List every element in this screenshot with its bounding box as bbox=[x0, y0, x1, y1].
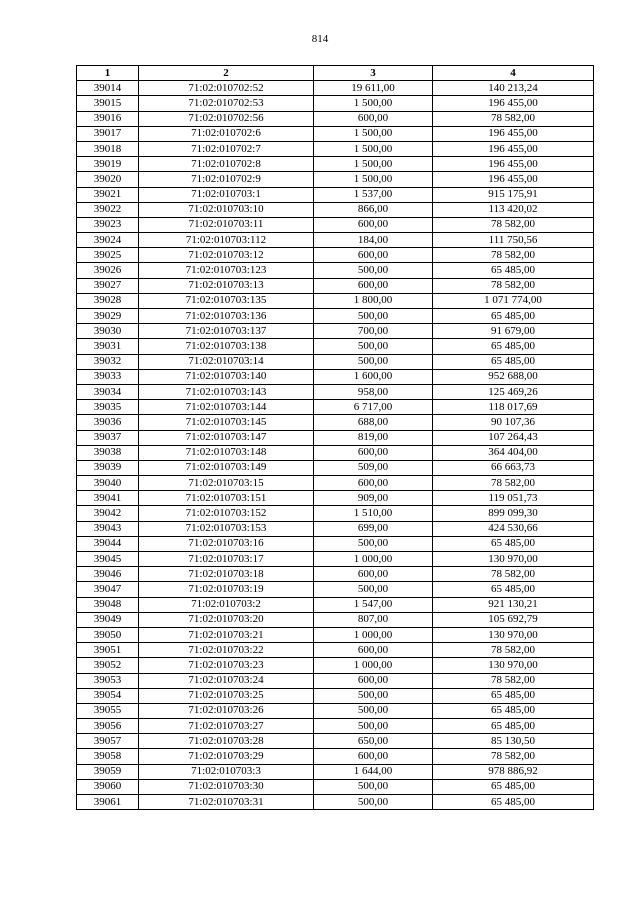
area-cell: 1 500,00 bbox=[314, 126, 433, 141]
area-cell: 600,00 bbox=[314, 643, 433, 658]
cadastral-number-cell: 71:02:010703:26 bbox=[139, 703, 314, 718]
table-row bbox=[77, 339, 594, 354]
table-row bbox=[77, 324, 594, 339]
row-number-cell: 39017 bbox=[77, 126, 139, 141]
area-cell: 1 500,00 bbox=[314, 141, 433, 156]
column-header-4: 4 bbox=[433, 66, 594, 81]
cadastral-table bbox=[76, 65, 594, 810]
row-number-cell: 39047 bbox=[77, 582, 139, 597]
table-row bbox=[77, 126, 594, 141]
table-row bbox=[77, 384, 594, 399]
row-number-cell: 39054 bbox=[77, 688, 139, 703]
table-row bbox=[77, 172, 594, 187]
value-cell: 196 455,00 bbox=[433, 157, 594, 172]
cadastral-number-cell: 71:02:010703:11 bbox=[139, 217, 314, 232]
row-number-cell: 39041 bbox=[77, 491, 139, 506]
cadastral-number-cell: 71:02:010702:8 bbox=[139, 157, 314, 172]
area-cell: 1 644,00 bbox=[314, 764, 433, 779]
cadastral-number-cell: 71:02:010703:135 bbox=[139, 293, 314, 308]
table-row bbox=[77, 658, 594, 673]
value-cell: 78 582,00 bbox=[433, 673, 594, 688]
value-cell: 65 485,00 bbox=[433, 688, 594, 703]
cadastral-number-cell: 71:02:010703:23 bbox=[139, 658, 314, 673]
row-number-cell: 39038 bbox=[77, 445, 139, 460]
value-cell: 65 485,00 bbox=[433, 703, 594, 718]
cadastral-number-cell: 71:02:010702:9 bbox=[139, 172, 314, 187]
row-number-cell: 39059 bbox=[77, 764, 139, 779]
area-cell: 600,00 bbox=[314, 476, 433, 491]
cadastral-number-cell: 71:02:010703:137 bbox=[139, 324, 314, 339]
value-cell: 65 485,00 bbox=[433, 582, 594, 597]
cadastral-number-cell: 71:02:010703:25 bbox=[139, 688, 314, 703]
row-number-cell: 39056 bbox=[77, 719, 139, 734]
value-cell: 78 582,00 bbox=[433, 567, 594, 582]
row-number-cell: 39015 bbox=[77, 96, 139, 111]
area-cell: 1 537,00 bbox=[314, 187, 433, 202]
row-number-cell: 39040 bbox=[77, 476, 139, 491]
cadastral-number-cell: 71:02:010703:144 bbox=[139, 400, 314, 415]
area-cell: 600,00 bbox=[314, 278, 433, 293]
value-cell: 196 455,00 bbox=[433, 96, 594, 111]
value-cell: 66 663,73 bbox=[433, 460, 594, 475]
cadastral-number-cell: 71:02:010703:29 bbox=[139, 749, 314, 764]
area-cell: 600,00 bbox=[314, 567, 433, 582]
area-cell: 1 500,00 bbox=[314, 157, 433, 172]
area-cell: 500,00 bbox=[314, 582, 433, 597]
row-number-cell: 39030 bbox=[77, 324, 139, 339]
area-cell: 19 611,00 bbox=[314, 81, 433, 96]
value-cell: 915 175,91 bbox=[433, 187, 594, 202]
table-row bbox=[77, 278, 594, 293]
value-cell: 364 404,00 bbox=[433, 445, 594, 460]
row-number-cell: 39037 bbox=[77, 430, 139, 445]
area-cell: 500,00 bbox=[314, 795, 433, 810]
value-cell: 140 213,24 bbox=[433, 81, 594, 96]
column-header-3: 3 bbox=[314, 66, 433, 81]
area-cell: 500,00 bbox=[314, 779, 433, 794]
row-number-cell: 39053 bbox=[77, 673, 139, 688]
table-row bbox=[77, 233, 594, 248]
value-cell: 196 455,00 bbox=[433, 172, 594, 187]
row-number-cell: 39034 bbox=[77, 384, 139, 399]
value-cell: 91 679,00 bbox=[433, 324, 594, 339]
area-cell: 650,00 bbox=[314, 734, 433, 749]
area-cell: 1 800,00 bbox=[314, 293, 433, 308]
row-number-cell: 39033 bbox=[77, 369, 139, 384]
table-row bbox=[77, 506, 594, 521]
area-cell: 866,00 bbox=[314, 202, 433, 217]
cadastral-number-cell: 71:02:010702:6 bbox=[139, 126, 314, 141]
area-cell: 909,00 bbox=[314, 491, 433, 506]
area-cell: 600,00 bbox=[314, 749, 433, 764]
area-cell: 500,00 bbox=[314, 719, 433, 734]
value-cell: 921 130,21 bbox=[433, 597, 594, 612]
row-number-cell: 39029 bbox=[77, 309, 139, 324]
table-row bbox=[77, 217, 594, 232]
row-number-cell: 39016 bbox=[77, 111, 139, 126]
row-number-cell: 39051 bbox=[77, 643, 139, 658]
table-row bbox=[77, 552, 594, 567]
area-cell: 600,00 bbox=[314, 217, 433, 232]
table-row bbox=[77, 612, 594, 627]
area-cell: 500,00 bbox=[314, 536, 433, 551]
area-cell: 500,00 bbox=[314, 688, 433, 703]
value-cell: 130 970,00 bbox=[433, 552, 594, 567]
table-row bbox=[77, 734, 594, 749]
page-number: 814 bbox=[311, 33, 329, 45]
value-cell: 65 485,00 bbox=[433, 354, 594, 369]
value-cell: 78 582,00 bbox=[433, 476, 594, 491]
table-row bbox=[77, 491, 594, 506]
table-row bbox=[77, 81, 594, 96]
cadastral-number-cell: 71:02:010703:16 bbox=[139, 536, 314, 551]
row-number-cell: 39019 bbox=[77, 157, 139, 172]
table-row bbox=[77, 263, 594, 278]
cadastral-number-cell: 71:02:010703:149 bbox=[139, 460, 314, 475]
cadastral-number-cell: 71:02:010703:24 bbox=[139, 673, 314, 688]
table-header bbox=[77, 66, 594, 81]
value-cell: 65 485,00 bbox=[433, 309, 594, 324]
row-number-cell: 39026 bbox=[77, 263, 139, 278]
value-cell: 65 485,00 bbox=[433, 779, 594, 794]
area-cell: 1 500,00 bbox=[314, 96, 433, 111]
value-cell: 196 455,00 bbox=[433, 126, 594, 141]
table-row bbox=[77, 779, 594, 794]
area-cell: 699,00 bbox=[314, 521, 433, 536]
row-number-cell: 39025 bbox=[77, 248, 139, 263]
cadastral-number-cell: 71:02:010703:151 bbox=[139, 491, 314, 506]
value-cell: 125 469,26 bbox=[433, 384, 594, 399]
table-row bbox=[77, 248, 594, 263]
value-cell: 113 420,02 bbox=[433, 202, 594, 217]
value-cell: 78 582,00 bbox=[433, 217, 594, 232]
row-number-cell: 39022 bbox=[77, 202, 139, 217]
table-row bbox=[77, 157, 594, 172]
area-cell: 500,00 bbox=[314, 354, 433, 369]
cadastral-number-cell: 71:02:010703:14 bbox=[139, 354, 314, 369]
cadastral-number-cell: 71:02:010703:112 bbox=[139, 233, 314, 248]
table-row bbox=[77, 187, 594, 202]
value-cell: 118 017,69 bbox=[433, 400, 594, 415]
row-number-cell: 39046 bbox=[77, 567, 139, 582]
row-number-cell: 39036 bbox=[77, 415, 139, 430]
cadastral-number-cell: 71:02:010703:143 bbox=[139, 384, 314, 399]
value-cell: 65 485,00 bbox=[433, 339, 594, 354]
area-cell: 958,00 bbox=[314, 384, 433, 399]
table-row bbox=[77, 749, 594, 764]
area-cell: 6 717,00 bbox=[314, 400, 433, 415]
value-cell: 85 130,50 bbox=[433, 734, 594, 749]
cadastral-number-cell: 71:02:010703:10 bbox=[139, 202, 314, 217]
value-cell: 107 264,43 bbox=[433, 430, 594, 445]
area-cell: 1 547,00 bbox=[314, 597, 433, 612]
area-cell: 184,00 bbox=[314, 233, 433, 248]
cadastral-number-cell: 71:02:010703:138 bbox=[139, 339, 314, 354]
value-cell: 899 099,30 bbox=[433, 506, 594, 521]
row-number-cell: 39031 bbox=[77, 339, 139, 354]
area-cell: 807,00 bbox=[314, 612, 433, 627]
table-row bbox=[77, 536, 594, 551]
table-body bbox=[77, 81, 594, 810]
area-cell: 1 500,00 bbox=[314, 172, 433, 187]
area-cell: 1 000,00 bbox=[314, 627, 433, 642]
row-number-cell: 39049 bbox=[77, 612, 139, 627]
area-cell: 500,00 bbox=[314, 263, 433, 278]
cadastral-number-cell: 71:02:010703:123 bbox=[139, 263, 314, 278]
area-cell: 819,00 bbox=[314, 430, 433, 445]
table-row bbox=[77, 673, 594, 688]
header-row bbox=[77, 66, 594, 81]
area-cell: 688,00 bbox=[314, 415, 433, 430]
area-cell: 1 510,00 bbox=[314, 506, 433, 521]
value-cell: 978 886,92 bbox=[433, 764, 594, 779]
table-row bbox=[77, 582, 594, 597]
table-row bbox=[77, 795, 594, 810]
row-number-cell: 39042 bbox=[77, 506, 139, 521]
table-row bbox=[77, 445, 594, 460]
cadastral-number-cell: 71:02:010702:56 bbox=[139, 111, 314, 126]
row-number-cell: 39032 bbox=[77, 354, 139, 369]
row-number-cell: 39021 bbox=[77, 187, 139, 202]
value-cell: 65 485,00 bbox=[433, 536, 594, 551]
table-row bbox=[77, 415, 594, 430]
table-row bbox=[77, 476, 594, 491]
cadastral-number-cell: 71:02:010703:18 bbox=[139, 567, 314, 582]
row-number-cell: 39045 bbox=[77, 552, 139, 567]
cadastral-number-cell: 71:02:010703:153 bbox=[139, 521, 314, 536]
cadastral-number-cell: 71:02:010703:21 bbox=[139, 627, 314, 642]
cadastral-number-cell: 71:02:010703:136 bbox=[139, 309, 314, 324]
table-row bbox=[77, 369, 594, 384]
area-cell: 500,00 bbox=[314, 309, 433, 324]
row-number-cell: 39060 bbox=[77, 779, 139, 794]
value-cell: 90 107,36 bbox=[433, 415, 594, 430]
table-row bbox=[77, 111, 594, 126]
value-cell: 119 051,73 bbox=[433, 491, 594, 506]
table-row bbox=[77, 567, 594, 582]
cadastral-number-cell: 71:02:010702:53 bbox=[139, 96, 314, 111]
row-number-cell: 39044 bbox=[77, 536, 139, 551]
value-cell: 111 750,56 bbox=[433, 233, 594, 248]
row-number-cell: 39058 bbox=[77, 749, 139, 764]
value-cell: 78 582,00 bbox=[433, 111, 594, 126]
row-number-cell: 39035 bbox=[77, 400, 139, 415]
value-cell: 78 582,00 bbox=[433, 643, 594, 658]
cadastral-number-cell: 71:02:010703:17 bbox=[139, 552, 314, 567]
row-number-cell: 39048 bbox=[77, 597, 139, 612]
row-number-cell: 39027 bbox=[77, 278, 139, 293]
cadastral-number-cell: 71:02:010703:19 bbox=[139, 582, 314, 597]
row-number-cell: 39050 bbox=[77, 627, 139, 642]
row-number-cell: 39028 bbox=[77, 293, 139, 308]
cadastral-number-cell: 71:02:010703:152 bbox=[139, 506, 314, 521]
cadastral-number-cell: 71:02:010703:2 bbox=[139, 597, 314, 612]
value-cell: 130 970,00 bbox=[433, 658, 594, 673]
table-row bbox=[77, 719, 594, 734]
area-cell: 509,00 bbox=[314, 460, 433, 475]
table-row bbox=[77, 597, 594, 612]
table-row bbox=[77, 354, 594, 369]
table-row bbox=[77, 627, 594, 642]
area-cell: 700,00 bbox=[314, 324, 433, 339]
row-number-cell: 39024 bbox=[77, 233, 139, 248]
value-cell: 130 970,00 bbox=[433, 627, 594, 642]
cadastral-number-cell: 71:02:010703:148 bbox=[139, 445, 314, 460]
row-number-cell: 39057 bbox=[77, 734, 139, 749]
table-row bbox=[77, 764, 594, 779]
table-row bbox=[77, 460, 594, 475]
cadastral-number-cell: 71:02:010703:30 bbox=[139, 779, 314, 794]
cadastral-number-cell: 71:02:010703:13 bbox=[139, 278, 314, 293]
value-cell: 65 485,00 bbox=[433, 719, 594, 734]
cadastral-number-cell: 71:02:010703:28 bbox=[139, 734, 314, 749]
column-header-1: 1 bbox=[77, 66, 139, 81]
table-row bbox=[77, 521, 594, 536]
cadastral-number-cell: 71:02:010703:1 bbox=[139, 187, 314, 202]
cadastral-number-cell: 71:02:010702:7 bbox=[139, 141, 314, 156]
table-row bbox=[77, 703, 594, 718]
table-row bbox=[77, 293, 594, 308]
row-number-cell: 39018 bbox=[77, 141, 139, 156]
row-number-cell: 39014 bbox=[77, 81, 139, 96]
row-number-cell: 39023 bbox=[77, 217, 139, 232]
row-number-cell: 39061 bbox=[77, 795, 139, 810]
area-cell: 500,00 bbox=[314, 703, 433, 718]
table-row bbox=[77, 643, 594, 658]
value-cell: 65 485,00 bbox=[433, 263, 594, 278]
area-cell: 1 000,00 bbox=[314, 552, 433, 567]
row-number-cell: 39039 bbox=[77, 460, 139, 475]
area-cell: 1 600,00 bbox=[314, 369, 433, 384]
table-row bbox=[77, 202, 594, 217]
table-row bbox=[77, 141, 594, 156]
area-cell: 600,00 bbox=[314, 248, 433, 263]
area-cell: 1 000,00 bbox=[314, 658, 433, 673]
value-cell: 78 582,00 bbox=[433, 248, 594, 263]
area-cell: 600,00 bbox=[314, 445, 433, 460]
value-cell: 78 582,00 bbox=[433, 749, 594, 764]
area-cell: 600,00 bbox=[314, 673, 433, 688]
area-cell: 600,00 bbox=[314, 111, 433, 126]
cadastral-number-cell: 71:02:010703:147 bbox=[139, 430, 314, 445]
cadastral-number-cell: 71:02:010703:3 bbox=[139, 764, 314, 779]
value-cell: 196 455,00 bbox=[433, 141, 594, 156]
cadastral-number-cell: 71:02:010703:20 bbox=[139, 612, 314, 627]
row-number-cell: 39055 bbox=[77, 703, 139, 718]
value-cell: 105 692,79 bbox=[433, 612, 594, 627]
table-row bbox=[77, 430, 594, 445]
value-cell: 952 688,00 bbox=[433, 369, 594, 384]
row-number-cell: 39020 bbox=[77, 172, 139, 187]
table-row bbox=[77, 688, 594, 703]
table-row bbox=[77, 309, 594, 324]
value-cell: 1 071 774,00 bbox=[433, 293, 594, 308]
cadastral-number-cell: 71:02:010703:140 bbox=[139, 369, 314, 384]
row-number-cell: 39043 bbox=[77, 521, 139, 536]
cadastral-number-cell: 71:02:010703:12 bbox=[139, 248, 314, 263]
cadastral-number-cell: 71:02:010703:145 bbox=[139, 415, 314, 430]
area-cell: 500,00 bbox=[314, 339, 433, 354]
table-row bbox=[77, 96, 594, 111]
cadastral-number-cell: 71:02:010703:22 bbox=[139, 643, 314, 658]
cadastral-number-cell: 71:02:010703:15 bbox=[139, 476, 314, 491]
value-cell: 65 485,00 bbox=[433, 795, 594, 810]
table-row bbox=[77, 400, 594, 415]
cadastral-number-cell: 71:02:010703:31 bbox=[139, 795, 314, 810]
value-cell: 78 582,00 bbox=[433, 278, 594, 293]
cadastral-number-cell: 71:02:010703:27 bbox=[139, 719, 314, 734]
row-number-cell: 39052 bbox=[77, 658, 139, 673]
value-cell: 424 530,66 bbox=[433, 521, 594, 536]
cadastral-number-cell: 71:02:010702:52 bbox=[139, 81, 314, 96]
column-header-2: 2 bbox=[139, 66, 314, 81]
